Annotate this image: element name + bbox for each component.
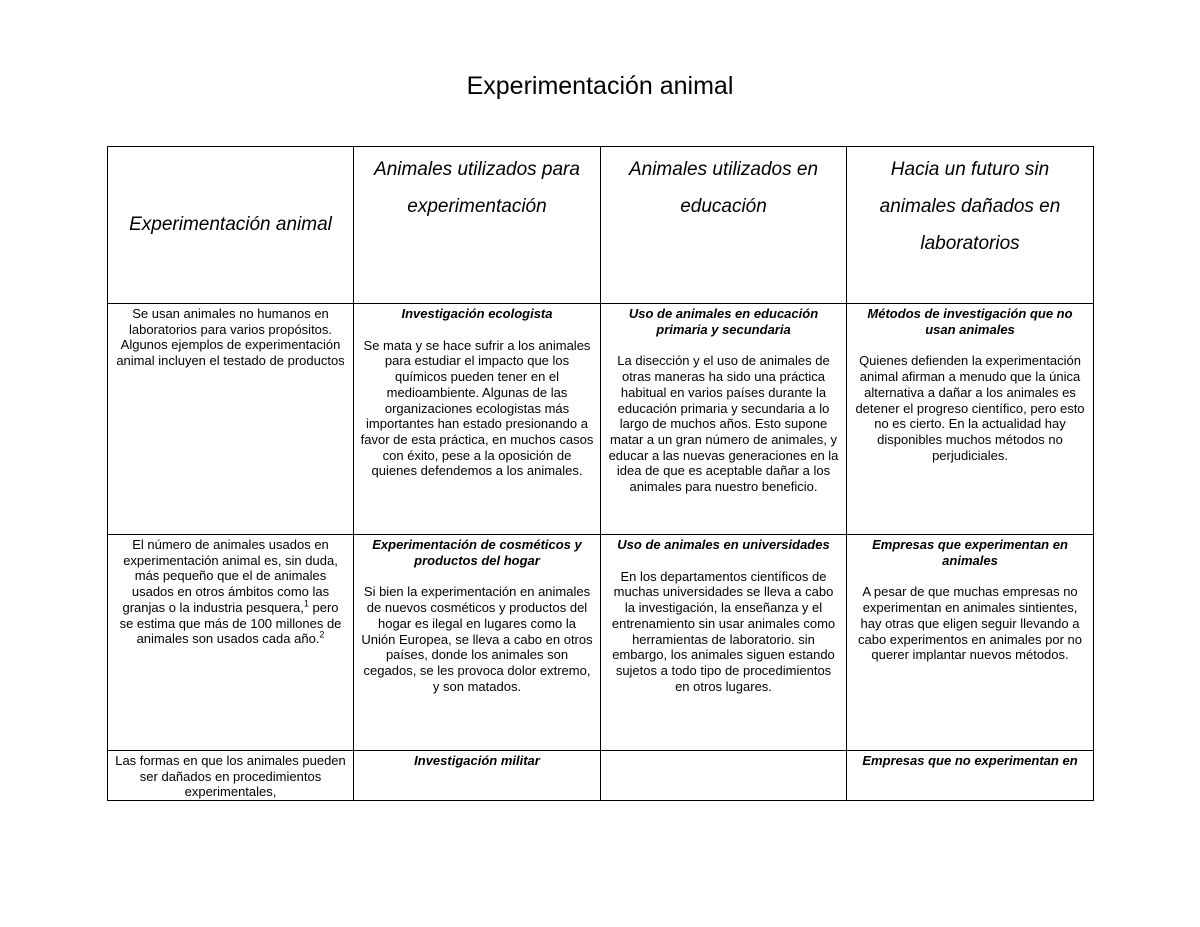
header-cell-future: Hacia un futuro sin animales dañados en laboratorios — [847, 147, 1094, 304]
cell-body-text: Si bien la experimentación en animales de nuevos cosméticos y productos del hogar es ilegal en lugares como la Unión Europea, se lleva a cabo en otros países, donde los animales son cegados, se les provoca dolor extremo, y son matados. — [361, 584, 593, 694]
table-cell — [601, 751, 847, 801]
header-cell-experimentation: Experimentación animal — [108, 147, 354, 304]
table-cell — [601, 535, 847, 751]
cell-body-text: La disección y el uso de animales de otras maneras ha sido una práctica habitual en varios países durante la educación primaria y secundaria a lo largo de muchos años. Esto supone matar a un gran número de animales, y educar a las nuevas generaciones en la idea de que es aceptable dañar a los animales para nuestro beneficio. — [608, 353, 839, 495]
cell-heading: Investigación ecologista — [401, 306, 553, 321]
cell-heading: Métodos de investigación que no usan animales — [867, 306, 1073, 337]
cell-heading: Empresas que no experimentan en — [862, 753, 1078, 768]
cell-body-text: Se usan animales no humanos en laboratorios para varios propósitos. Algunos ejemplos de experimentación animal incluyen el testado de productos — [116, 306, 345, 369]
table-cell — [354, 304, 601, 535]
table-row — [108, 751, 1094, 801]
cell-heading: Uso de animales en educación primaria y secundaria — [628, 306, 819, 337]
table-row — [108, 304, 1094, 535]
table-cell — [601, 304, 847, 535]
cell-body-text: A pesar de que muchas empresas no experimentan en animales sintientes, hay otras que eligen seguir llevando a cabo experimentos en animales por no querer implantar nuevos métodos. — [857, 584, 1083, 663]
cell-body-text: Quienes defienden la experimentación animal afirman a menudo que la única alternativa a dañar a los animales es detener el progreso científico, pero esto no es cierto. En la actualidad hay disponibles muchos métodos no perjudiciales. — [855, 353, 1085, 463]
cell-heading: Uso de animales en universidades — [617, 537, 830, 552]
cell-heading: Empresas que experimentan en animales — [872, 537, 1068, 568]
cell-body-text: El número de animales usados en experimentación animal es, sin duda, más pequeño que el de animales usados en otros ámbitos como las granjas o la industria pesquera,$^1$ pero se estima que más de 100 millones de animales son usados cada año.$^2$ — [119, 537, 342, 647]
table-cell — [354, 751, 601, 801]
table-cell — [847, 535, 1094, 751]
footnote-link-2[interactable]: 2 — [319, 629, 325, 640]
header-cell-research-animals: Animales utilizados para experimentación — [354, 147, 601, 304]
footnote-link-1[interactable]: 1 — [303, 598, 309, 609]
cell-heading: Investigación militar — [414, 753, 540, 768]
content-table — [107, 146, 1094, 801]
table-cell — [108, 535, 354, 751]
cell-body-text: En los departamentos científicos de muchas universidades se lleva a cabo la investigación, la enseñanza y el entrenamiento sin usar animales como herramientas de laboratorio. sin embargo, los animales siguen estando sujetos a todo tipo de procedimientos en otros lugares. — [611, 568, 836, 694]
table-header-row — [108, 147, 1094, 304]
page-title: Experimentación animal — [466, 72, 734, 100]
table-cell — [847, 751, 1094, 801]
table-cell — [108, 304, 354, 535]
header-cell-education-animals: Animales utilizados en educación — [601, 147, 847, 304]
cell-heading: Experimentación de cosméticos y productos del hogar — [372, 537, 582, 568]
cell-body-text: Las formas en que los animales pueden ser dañados en procedimientos experimentales, — [115, 753, 346, 800]
table-cell — [354, 535, 601, 751]
table-row — [108, 535, 1094, 751]
table-cell — [108, 751, 354, 801]
cell-body-text: Se mata y se hace sufrir a los animales para estudiar el impacto que los químicos pueden tener en el medioambiente. Algunas de las organizaciones ecologistas más importantes han estado presionando a favor de esta práctica, en muchos casos con éxito, pese a la oposición de quienes defendemos a los animales. — [360, 337, 594, 479]
table-cell — [847, 304, 1094, 535]
